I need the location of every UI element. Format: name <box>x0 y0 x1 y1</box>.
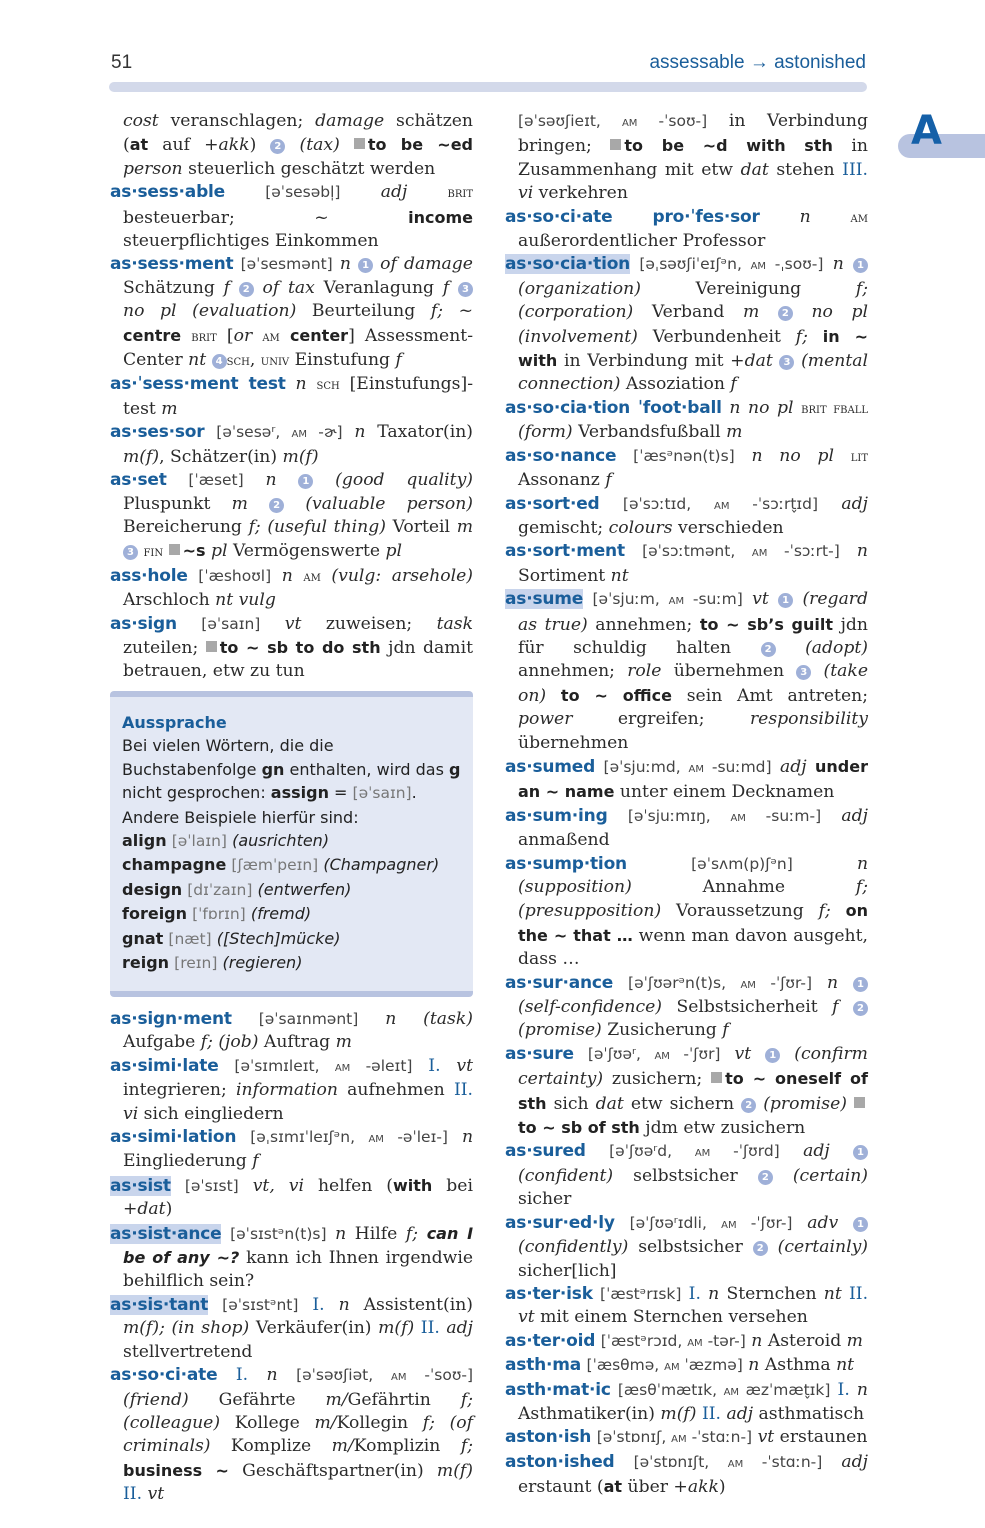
dictionary-entry: as·sist·ance [əˈsɪstᵊn(t)s] n Hilfe f; can I be of any ~? kann ich Ihnen irgendwie behilflich sein? <box>110 1223 474 1292</box>
dictionary-entry: as·sured [əˈʃʊəʳd, am -ˈʃʊrd] adj 1 (confident) selbstsicher 2 (certain) sicher <box>505 1141 868 1210</box>
sense-number-icon: 4 <box>212 354 227 369</box>
headword[interactable]: as·ter·oid <box>505 1330 596 1351</box>
headword[interactable]: as·sist <box>110 1175 171 1196</box>
sense-number-icon: 3 <box>779 355 794 370</box>
headword[interactable]: as·sess·ment <box>110 254 234 275</box>
dictionary-entry: asth·ma [ˈæsθmə, am ˈæzmə] n Asthma nt <box>505 1355 855 1376</box>
headword[interactable]: as·simi·late <box>110 1055 219 1076</box>
headword[interactable]: as·sis·tant <box>110 1294 209 1315</box>
left-column <box>110 110 473 684</box>
dictionary-entry: as·sumed [əˈsjuːmd, am -suːmd] adj under an ~ name unter einem Decknamen <box>505 756 868 803</box>
dictionary-entry: as·sur·ance [əˈʃʊərᵊn(t)s, am -ˈʃʊr-] n 1 (self-confidence) Selbstsicherheit f 2 (promise) Zusicherung f <box>505 972 868 1043</box>
sense-number-icon: 2 <box>778 306 793 321</box>
dictionary-entry: as·sess·ment [əˈsesmənt] n 1 of damage Schätzung f 2 of tax Veranlagung f 3 no pl (evaluation) Beurteilung f; ~ centre brit [or am center] Assessment-Center nt 4 sch, univ Einstufung f <box>110 254 474 371</box>
dictionary-entry: as·ˈsess·ment test n sch [Einstufungs]-test m <box>110 374 474 419</box>
dictionary-entry: cost veranschlagen; damage schätzen (at auf +akk) 2 (tax) to be ~ed person steuerlich geschätzt werden <box>123 111 474 179</box>
dictionary-entry: aston·ish [əˈstɒnɪʃ, am -ˈstɑːn-] vt erstaunen <box>505 1427 868 1448</box>
sense-number-icon: 3 <box>458 282 473 297</box>
headword[interactable]: aston·ished <box>505 1451 615 1472</box>
dictionary-entry: ass·hole [ˈæshoʊl] n am (vulg: arsehole) Arschloch nt vulg <box>110 565 474 611</box>
headword[interactable]: as·ses·sor <box>110 422 205 443</box>
thumb-index-letter: A <box>911 108 942 154</box>
sense-number-icon: 2 <box>758 1170 773 1185</box>
dictionary-entry: as·set [ˈæset] n 1 (good quality) Pluspunkt m 2 (valuable person) Bereicherung f; (useful thing) Vorteil m 3 fin ~s pl Vermögenswerte pl <box>110 470 473 562</box>
headword[interactable]: aston·ish <box>505 1427 592 1448</box>
headword[interactable]: as·sume <box>505 589 584 610</box>
dictionary-entry: as·so·cia·tion [əˌsəʊʃiˈeɪʃᵊn, am -ˌsoʊ-] n 1 (organization) Vereinigung f; (corporation) Verband m 2 no pl (involvement) Verbundenheit f; in ~ with in Verbindung mit +dat 3 (mental connection) Assoziation f <box>505 254 868 395</box>
dictionary-entry: as·sume [əˈsjuːm, am -suːm] vt 1 (regard as true) annehmen; to ~ sb’s guilt jdn für schuldig halten 2 (adopt) annehmen; role übernehmen 3 (take on) to ~ office sein Amt antreten; power ergreifen; responsibility übernehmen <box>505 589 869 753</box>
sense-number-icon: 3 <box>796 665 811 680</box>
dictionary-entry: aston·ished [əˈstɒnɪʃt, am -ˈstɑːn-] adj erstaunt (at über +akk) <box>505 1451 868 1498</box>
top-rule <box>109 82 867 92</box>
dictionary-entry: as·sist [əˈsɪst] vt, vi helfen (with bei +dat) <box>110 1175 473 1220</box>
sense-number-icon: 2 <box>753 1241 768 1256</box>
dictionary-entry: as·ter·isk [ˈæstᵊrɪsk] I. n Sternchen nt II. vt mit einem Sternchen versehen <box>505 1283 869 1328</box>
sense-number-icon: 1 <box>853 977 868 992</box>
headword[interactable]: as·so·ci·ate <box>110 1365 218 1386</box>
dictionary-entry: as·ses·sor [əˈsesəʳ, am -ɚ] n Taxator(in) m(f), Schätzer(in) m(f) <box>110 422 474 467</box>
left-column-continued <box>110 1008 473 1507</box>
sense-number-icon: 1 <box>853 1217 868 1232</box>
headword[interactable]: as·ter·isk <box>505 1283 593 1304</box>
headword[interactable]: ass·hole <box>110 565 188 586</box>
dictionary-entry: as·simi·late [əˈsɪmɪleɪt, am -əleɪt] I. vt integrieren; information aufnehmen II. vi sich eingliedern <box>110 1055 473 1124</box>
pronunciation-info-box <box>110 691 473 997</box>
headword[interactable]: as·sess·able <box>110 182 225 203</box>
headword[interactable]: asth·mat·ic <box>505 1379 611 1400</box>
headword[interactable]: as·sump·tion <box>505 853 627 874</box>
sense-number-icon: 1 <box>853 1145 868 1160</box>
headword[interactable]: as·sumed <box>505 756 596 777</box>
headword[interactable]: as·sur·ance <box>505 972 614 993</box>
sense-number-icon: 2 <box>853 1001 868 1016</box>
headword[interactable]: as·sign <box>110 613 177 634</box>
headword[interactable]: as·sort·ment <box>505 541 625 562</box>
sense-number-icon: 1 <box>778 593 793 608</box>
sense-number-icon: 2 <box>270 139 285 154</box>
dictionary-entry: as·sess·able [əˈsesəbl̩] adj brit besteuerbar; ~ income steuerpflichtiges Einkommen <box>110 182 474 252</box>
sense-number-icon: 2 <box>239 282 254 297</box>
sense-number-icon: 1 <box>765 1048 780 1063</box>
headword[interactable]: as·so·cia·tion ˈfoot·ball <box>505 397 722 418</box>
phrase-marker-icon <box>711 1072 722 1083</box>
headword[interactable]: as·so·ci·ate pro·ˈfes·sor <box>505 206 760 227</box>
sense-number-icon: 2 <box>269 498 284 513</box>
headword[interactable]: as·simi·lation <box>110 1127 237 1148</box>
dictionary-entry: as·so·ci·ate I. n [əˈsəʊʃiət, am -ˈsoʊ-] (friend) Gefährte m/Gefährtin f; (colleague) Kollege m/Kollegin f; (of criminals) Komplize m/Komplizin f; business ~ Geschäftspartner(in) m(f) II. vt <box>110 1365 474 1505</box>
headword[interactable]: asth·ma <box>505 1355 582 1376</box>
dictionary-entry: as·so·ci·ate pro·ˈfes·sor n am außerordentlicher Professor <box>505 206 868 252</box>
dictionary-entry: as·so·nance [ˈæsᵊnən(t)s] n no pl lit Assonanz f <box>505 445 869 491</box>
info-box-example: reign [reɪn] (regieren) <box>122 953 303 973</box>
headword[interactable]: as·sum·ing <box>505 805 608 826</box>
dictionary-entry: as·sure [əˈʃʊəʳ, am -ˈʃʊr] vt 1 (confirm certainty) zusichern; to ~ oneself of sth sich dat etw sichern 2 (promise) to ~ sb of sth jdm etw zusichern <box>505 1043 869 1139</box>
dictionary-entry: as·sis·tant [əˈsɪstᵊnt] I. n Assistent(in) m(f); (in shop) Verkäufer(in) m(f) II. adj stellvertretend <box>110 1294 474 1362</box>
dictionary-entry: [əˈsəʊʃieɪt, am -ˈsoʊ-] in Verbindung bringen; to be ~d with sth in Zusammenhang mit etw dat stehen III. vi verkehren <box>518 111 869 204</box>
dictionary-entry: as·sort·ed [əˈsɔːtɪd, am -ˈsɔːrt̬ɪd] adj gemischt; colours verschieden <box>505 493 869 538</box>
dictionary-entry: as·simi·lation [əˌsɪmɪˈleɪʃᵊn, am -əˈleɪ-] n Eingliederung f <box>110 1127 474 1172</box>
headword[interactable]: as·sured <box>505 1141 586 1162</box>
info-box-example: design [dɪˈzaɪn] (entwerfen) <box>122 879 352 899</box>
sense-number-icon: 2 <box>761 642 776 657</box>
phrase-marker-icon <box>169 544 180 555</box>
headword[interactable]: as·ˈsess·ment test <box>110 374 286 395</box>
headword[interactable]: as·sur·ed·ly <box>505 1212 615 1233</box>
headword[interactable]: as·set <box>110 470 167 491</box>
headword[interactable]: as·sist·ance <box>110 1223 222 1244</box>
dictionary-entry: as·ter·oid [ˈæstᵊrɔɪd, am -tər-] n Asteroid m <box>505 1330 863 1351</box>
info-box-example: align [əˈlaɪn] (ausrichten) <box>122 831 330 851</box>
headword[interactable]: as·so·cia·tion <box>505 254 631 275</box>
info-box-example: gnat [næt] ([Stech]mücke) <box>122 928 341 948</box>
phrase-marker-icon <box>354 138 365 149</box>
dictionary-entry: as·sign [əˈsaɪn] vt zuweisen; task zuteilen; to ~ sb to do sth jdn damit betrauen, etw zu tun <box>110 613 473 682</box>
right-column <box>505 110 868 1500</box>
phrase-marker-icon <box>206 641 217 652</box>
headword[interactable]: as·sort·ed <box>505 493 600 514</box>
sense-number-icon: 3 <box>123 545 138 560</box>
info-box-example: foreign [ˈfɒrɪn] (fremd) <box>122 904 312 924</box>
info-box-intro: Bei vielen Wörtern, die die Buchstabenfolge gn enthalten, wird das g nicht gesprochen: assign = [əˈsaɪn]. Andere Beispiele hierfür sind: <box>122 736 461 827</box>
headword[interactable]: as·so·nance <box>505 445 617 466</box>
headword[interactable]: as·sure <box>505 1043 574 1064</box>
dictionary-entry: as·sort·ment [əˈsɔːtmənt, am -ˈsɔːrt-] n Sortiment nt <box>505 541 868 586</box>
sense-number-icon: 1 <box>853 258 868 273</box>
dictionary-entry: as·sum·ing [əˈsjuːmɪŋ, am -suːm-] adj anmaßend <box>505 805 868 851</box>
dictionary-entry: asth·mat·ic [æsθˈmætɪk, am æzˈmæt̬ɪk] I. n Asthmatiker(in) m(f) II. adj asthmatisch <box>505 1379 868 1424</box>
info-box-title: Aussprache <box>122 713 227 732</box>
sense-number-icon: 1 <box>298 474 313 489</box>
dictionary-entry: as·sign·ment [əˈsaɪnmənt] n (task) Aufgabe f; (job) Auftrag m <box>110 1009 473 1053</box>
running-head: assessable → astonished <box>649 52 866 73</box>
sense-number-icon: 2 <box>741 1098 756 1113</box>
phrase-marker-icon <box>854 1097 865 1108</box>
info-box-example: champagne [ʃæmˈpeɪn] (Champagner) <box>122 855 440 875</box>
dictionary-entry: as·sump·tion [əˈsʌm(p)ʃᵊn] n (supposition) Annahme f; (presupposition) Voraussetzung f; on the ~ that … wenn man davon ausgeht, dass … <box>505 853 869 970</box>
dictionary-entry: as·sur·ed·ly [əˈʃʊəʳɪdli, am -ˈʃʊr-] adv 1 (confidently) selbstsicher 2 (certainly) sicher[lich] <box>505 1212 869 1281</box>
headword[interactable]: as·sign·ment <box>110 1009 232 1029</box>
dictionary-entry: as·so·cia·tion ˈfoot·ball n no pl brit fball (form) Verbandsfußball m <box>505 397 868 443</box>
phrase-marker-icon <box>610 139 621 150</box>
page-number: 51 <box>111 52 133 73</box>
sense-number-icon: 1 <box>358 258 373 273</box>
